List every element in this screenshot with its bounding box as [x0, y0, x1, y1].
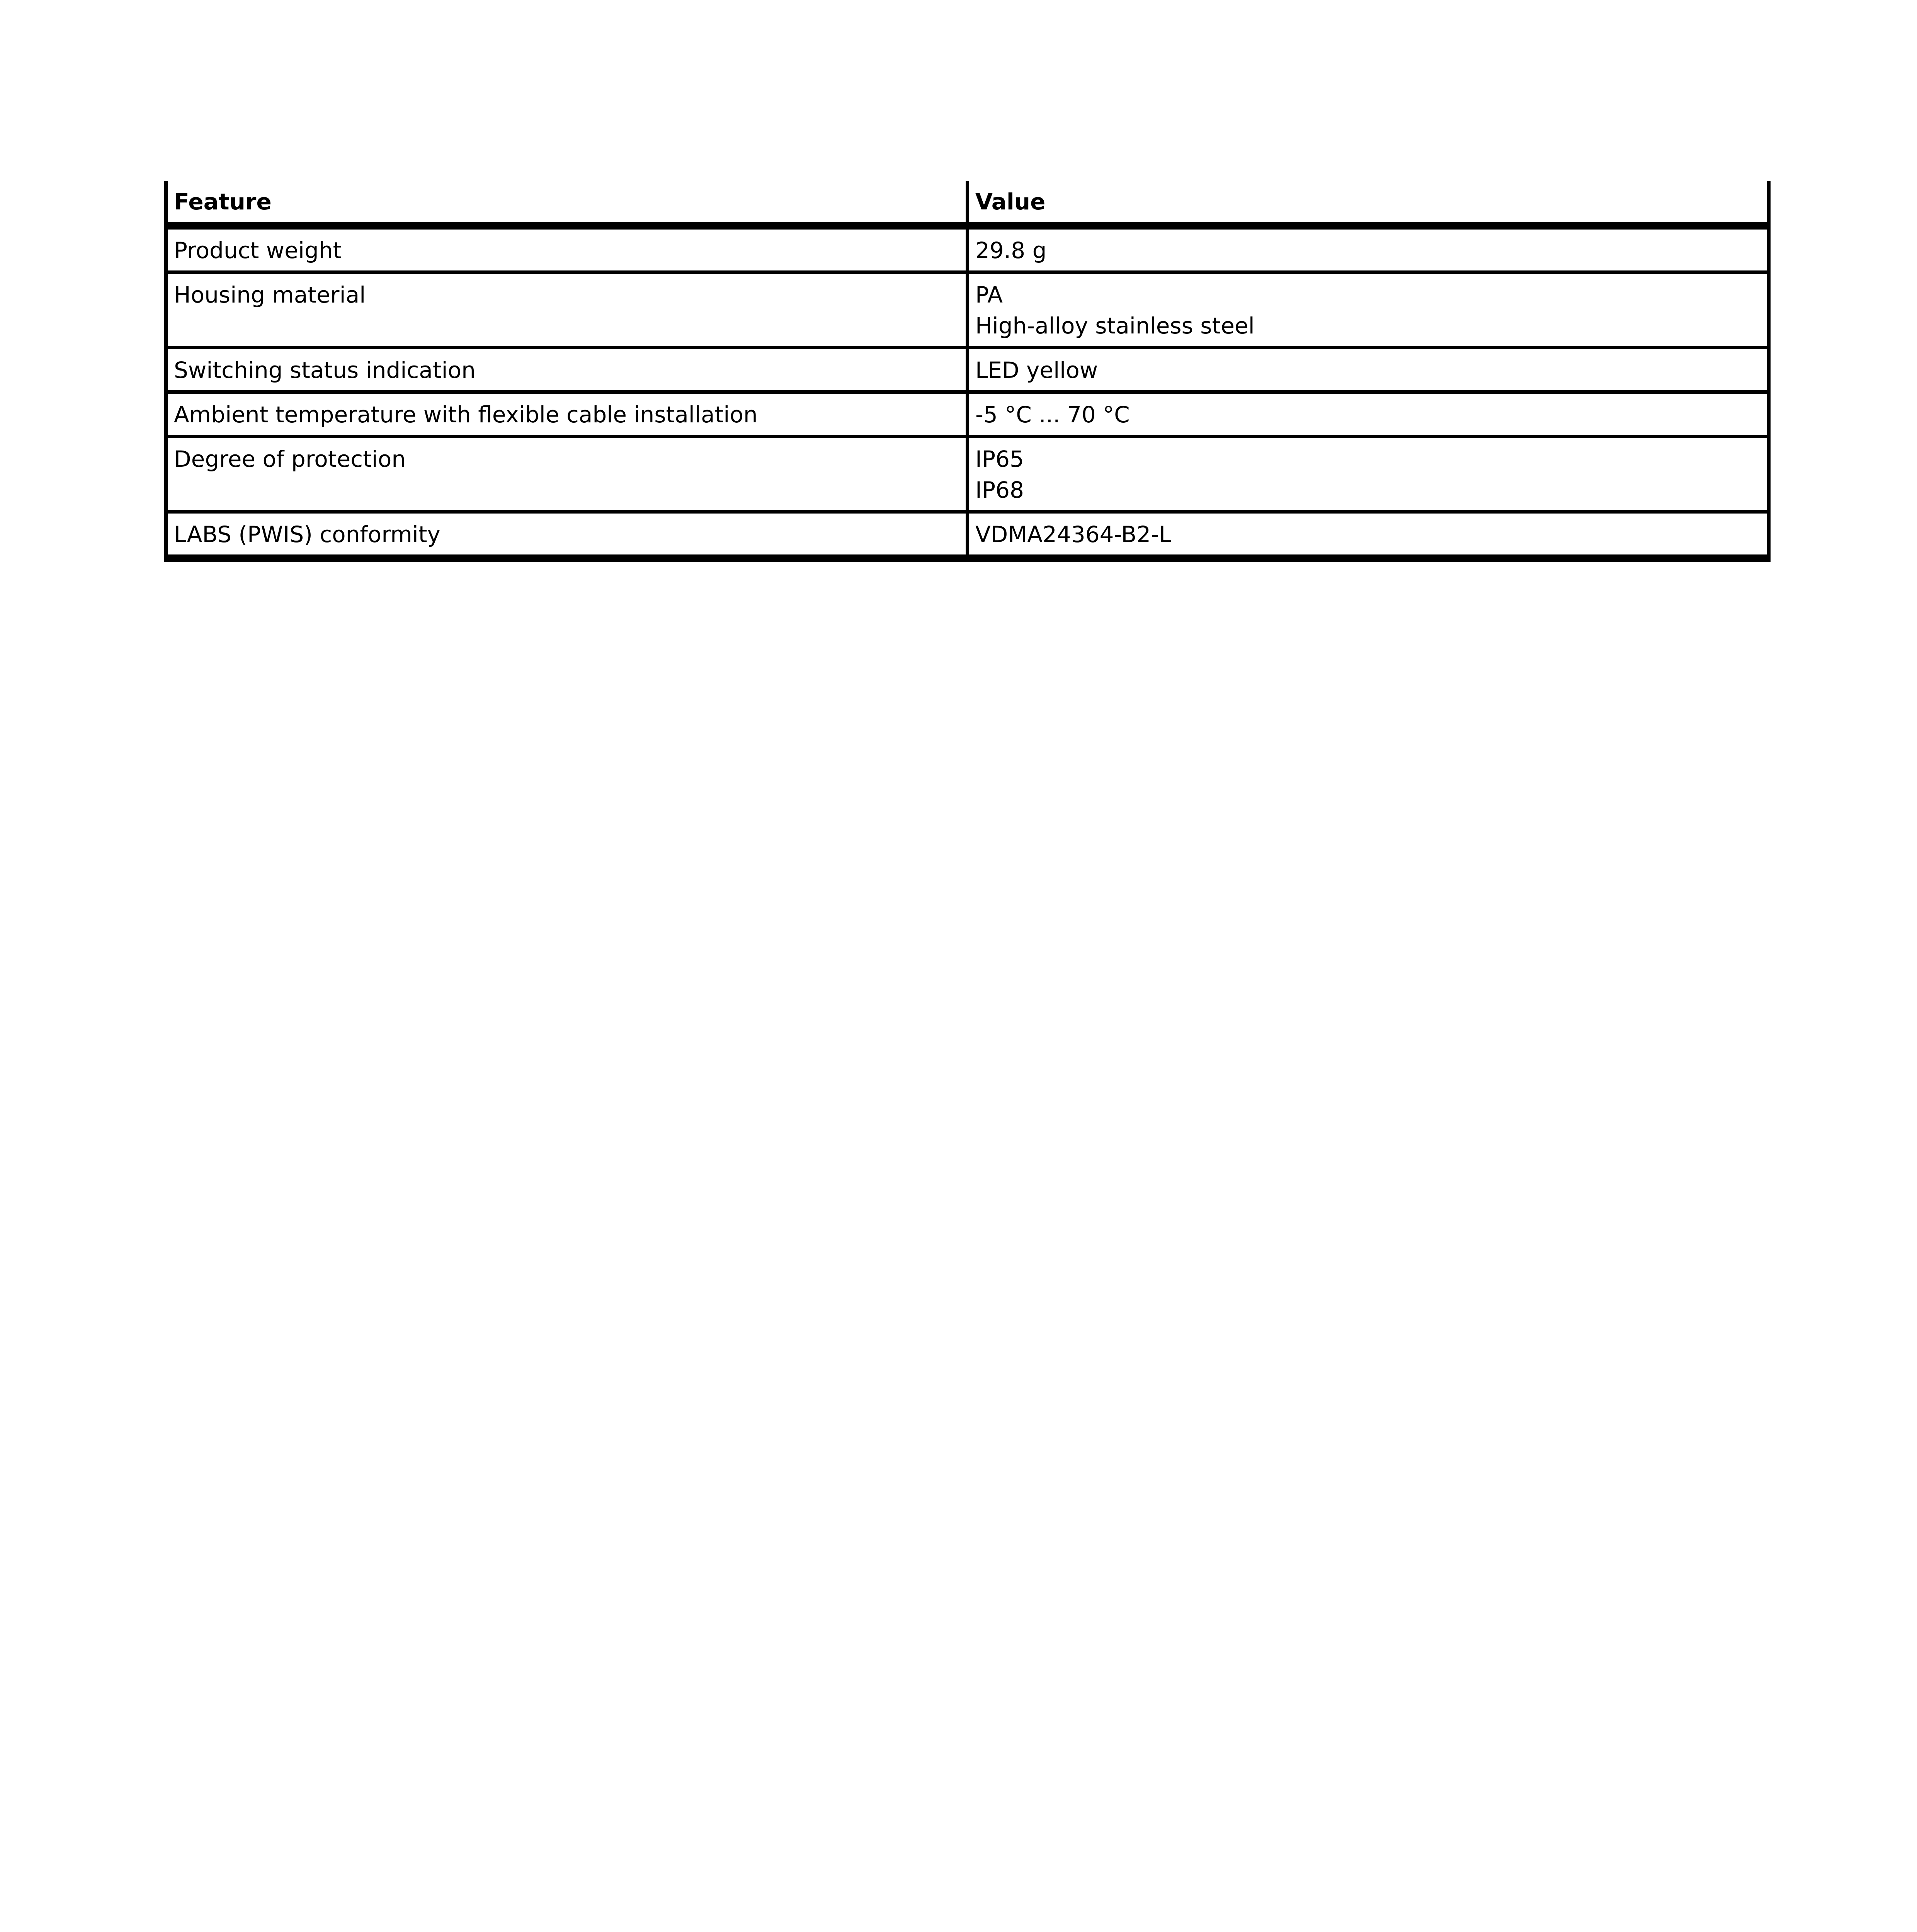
row-switching-status-value: [968, 348, 1769, 392]
row-product-weight-value: [968, 226, 1769, 272]
header-value: Value: [968, 181, 1769, 226]
value-line: IP68: [975, 477, 1024, 503]
row-ambient-temperature-feature: Ambient temperature with flexible cable installation: [166, 392, 968, 437]
table-row: [166, 272, 1769, 348]
value-line: IP65: [975, 446, 1024, 472]
table-row: [166, 437, 1769, 512]
table-row: [166, 226, 1769, 272]
row-labs-conformity-value: [968, 512, 1769, 559]
table-row: [166, 348, 1769, 392]
row-ambient-temperature-value: [968, 392, 1769, 437]
value-line: High-alloy stainless steel: [975, 313, 1255, 339]
row-switching-status-feature: Switching status indication: [166, 348, 968, 392]
row-degree-of-protection-value: [968, 437, 1769, 512]
row-housing-material-feature: Housing material: [166, 272, 968, 348]
value-line: LED yellow: [975, 357, 1098, 383]
spec-table: [164, 181, 1771, 562]
row-product-weight-feature: Product weight: [166, 226, 968, 272]
table-row: [166, 392, 1769, 437]
header-feature: Feature: [166, 181, 968, 226]
value-line: -5 °C ... 70 °C: [975, 401, 1130, 428]
value-line: 29.8 g: [975, 237, 1047, 264]
row-housing-material-value: [968, 272, 1769, 348]
value-line: VDMA24364-B2-L: [975, 521, 1172, 548]
row-degree-of-protection-feature: Degree of protection: [166, 437, 968, 512]
row-labs-conformity-feature: LABS (PWIS) conformity: [166, 512, 968, 559]
value-line: PA: [975, 282, 1003, 308]
table-header-row: [166, 181, 1769, 226]
table-row: [166, 512, 1769, 559]
